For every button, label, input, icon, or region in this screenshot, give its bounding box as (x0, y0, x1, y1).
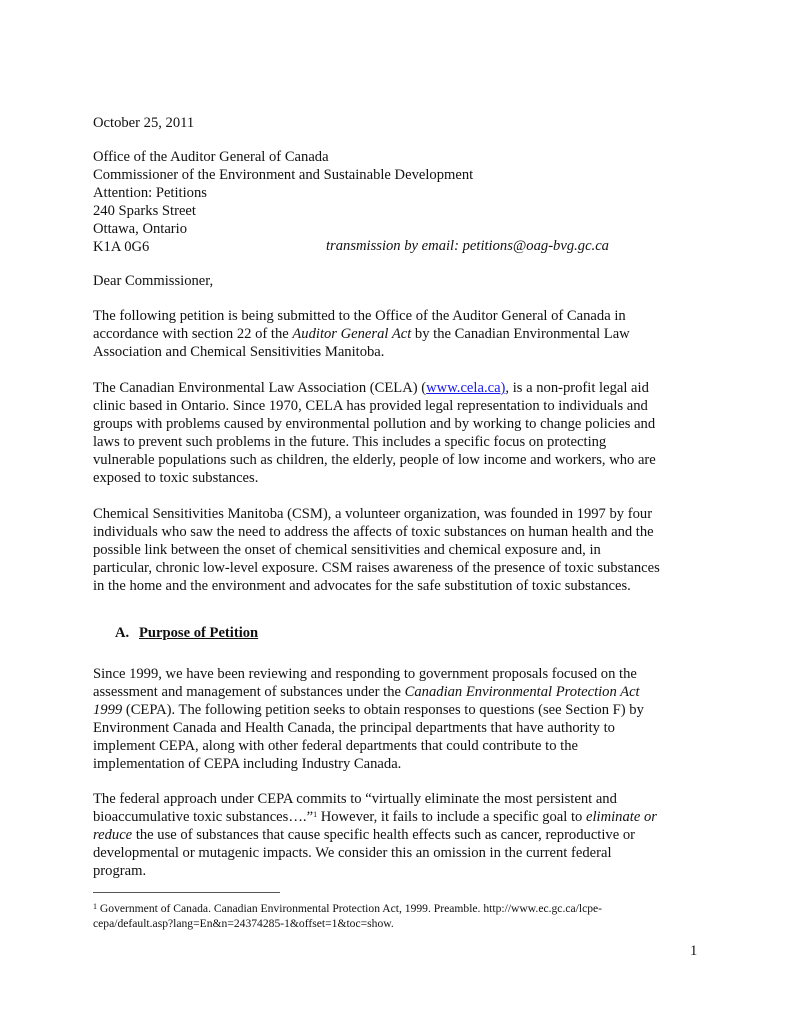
text-line: Chemical Sensitivities Manitoba (CSM), a volunteer organization, was founded in 1997 by four (93, 506, 653, 522)
text-line (93, 808, 713, 826)
text-span: assessment and management of substances under the (93, 684, 405, 700)
cela-website-link[interactable]: www.cela.ca) (426, 380, 506, 396)
text-line (93, 826, 713, 844)
paragraph-purpose-1 (93, 665, 713, 773)
text-line: particular, chronic low-level exposure. CSM raises awareness of the presence of toxic substances (93, 560, 660, 576)
paragraph-purpose-2 (93, 790, 713, 880)
address-line-3: Attention: Petitions (93, 185, 207, 201)
text-span: bioaccumulative toxic substances….” (93, 809, 314, 825)
text-span: However, it fails to include a specific goal to (317, 809, 586, 825)
section-heading-purpose (115, 625, 258, 642)
text-line: Association and Chemical Sensitivities Manitoba. (93, 344, 385, 360)
text-line: The federal approach under CEPA commits to “virtually eliminate the most persistent and (93, 791, 617, 807)
text-line (93, 901, 713, 916)
act-title-italic: Auditor General Act (292, 326, 412, 342)
text-line: developmental or mutagenic impacts. We consider this an omission in the current federal (93, 845, 612, 861)
text-line: exposed to toxic substances. (93, 470, 259, 486)
text-line (93, 325, 713, 343)
footnote-1 (93, 901, 713, 931)
text-line: individuals who saw the need to address the affects of toxic substances on human health and the (93, 524, 654, 540)
emphasis-italic: eliminate or (585, 809, 657, 825)
address-line-5: Ottawa, Ontario (93, 221, 188, 237)
text-line: in the home and the environment and advocates for the safe substitution of toxic substances. (93, 578, 631, 594)
address-postal-code: K1A 0G6 (93, 239, 150, 255)
text-line: The following petition is being submitted to the Office of the Auditor General of Canada in (93, 308, 626, 324)
text-line: laws to prevent such problems in the future. This includes a specific focus on protecting (93, 434, 607, 450)
page-number: 1 (690, 943, 698, 959)
footnote-reference[interactable]: 1 (313, 810, 318, 819)
address-line-2: Commissioner of the Environment and Sustainable Development (93, 167, 474, 183)
text-span: (CEPA). The following petition seeks to obtain responses to questions (see Section F) by (122, 702, 644, 718)
text-line: vulnerable populations such as children, the elderly, people of low income and workers, who are (93, 452, 656, 468)
text-span: the use of substances that cause specific health effects such as cancer, reproductive or (132, 827, 635, 843)
text-span: Government of Canada. Canadian Environmental Protection Act, 1999. Preamble. http://www.ec.gc.ca/lcpe- (97, 902, 603, 915)
address-line-4: 240 Sparks Street (93, 203, 196, 219)
text-line: possible link between the onset of chemical sensitivities and chemical exposure and, in (93, 542, 601, 558)
text-line (93, 379, 713, 397)
section-number: A. (115, 625, 130, 641)
paragraph-petition-intro (93, 307, 713, 361)
text-line: program. (93, 863, 147, 879)
text-line (93, 683, 713, 701)
text-line: cepa/default.asp?lang=En&n=24374285-1&offset=1&toc=show. (93, 917, 394, 930)
text-line: groups with problems caused by environmental pollution and by working to change policies and (93, 416, 656, 432)
section-title: Purpose of Petition (139, 625, 259, 641)
text-span: by the Canadian Environmental Law (411, 326, 630, 342)
text-line: Environment Canada and Health Canada, the principal departments that have authority to (93, 720, 615, 736)
address-line-1: Office of the Auditor General of Canada (93, 149, 329, 165)
footnote-marker: 1 (93, 902, 97, 911)
text-line: Since 1999, we have been reviewing and responding to government proposals focused on the (93, 666, 637, 682)
transmission-note: transmission by email: petitions@oag-bvg.gc.ca (326, 238, 609, 254)
text-line: implement CEPA, along with other federal departments that could contribute to the (93, 738, 578, 754)
emphasis-italic: reduce (93, 827, 133, 843)
text-line (93, 701, 713, 719)
text-span: The Canadian Environmental Law Association (CELA) ( (93, 380, 427, 396)
paragraph-csm (93, 505, 713, 595)
letter-date: October 25, 2011 (93, 115, 195, 131)
act-title-italic: Canadian Environmental Protection Act (404, 684, 640, 700)
act-year-italic: 1999 (93, 702, 123, 718)
text-span: , is a non-profit legal aid (505, 380, 649, 396)
salutation: Dear Commissioner, (93, 273, 214, 289)
footnote-divider (93, 892, 280, 893)
paragraph-cela (93, 379, 713, 487)
text-span: accordance with section 22 of the (93, 326, 293, 342)
text-line: implementation of CEPA including Industry Canada. (93, 756, 402, 772)
text-line: clinic based in Ontario. Since 1970, CELA has provided legal representation to individuals and (93, 398, 648, 414)
